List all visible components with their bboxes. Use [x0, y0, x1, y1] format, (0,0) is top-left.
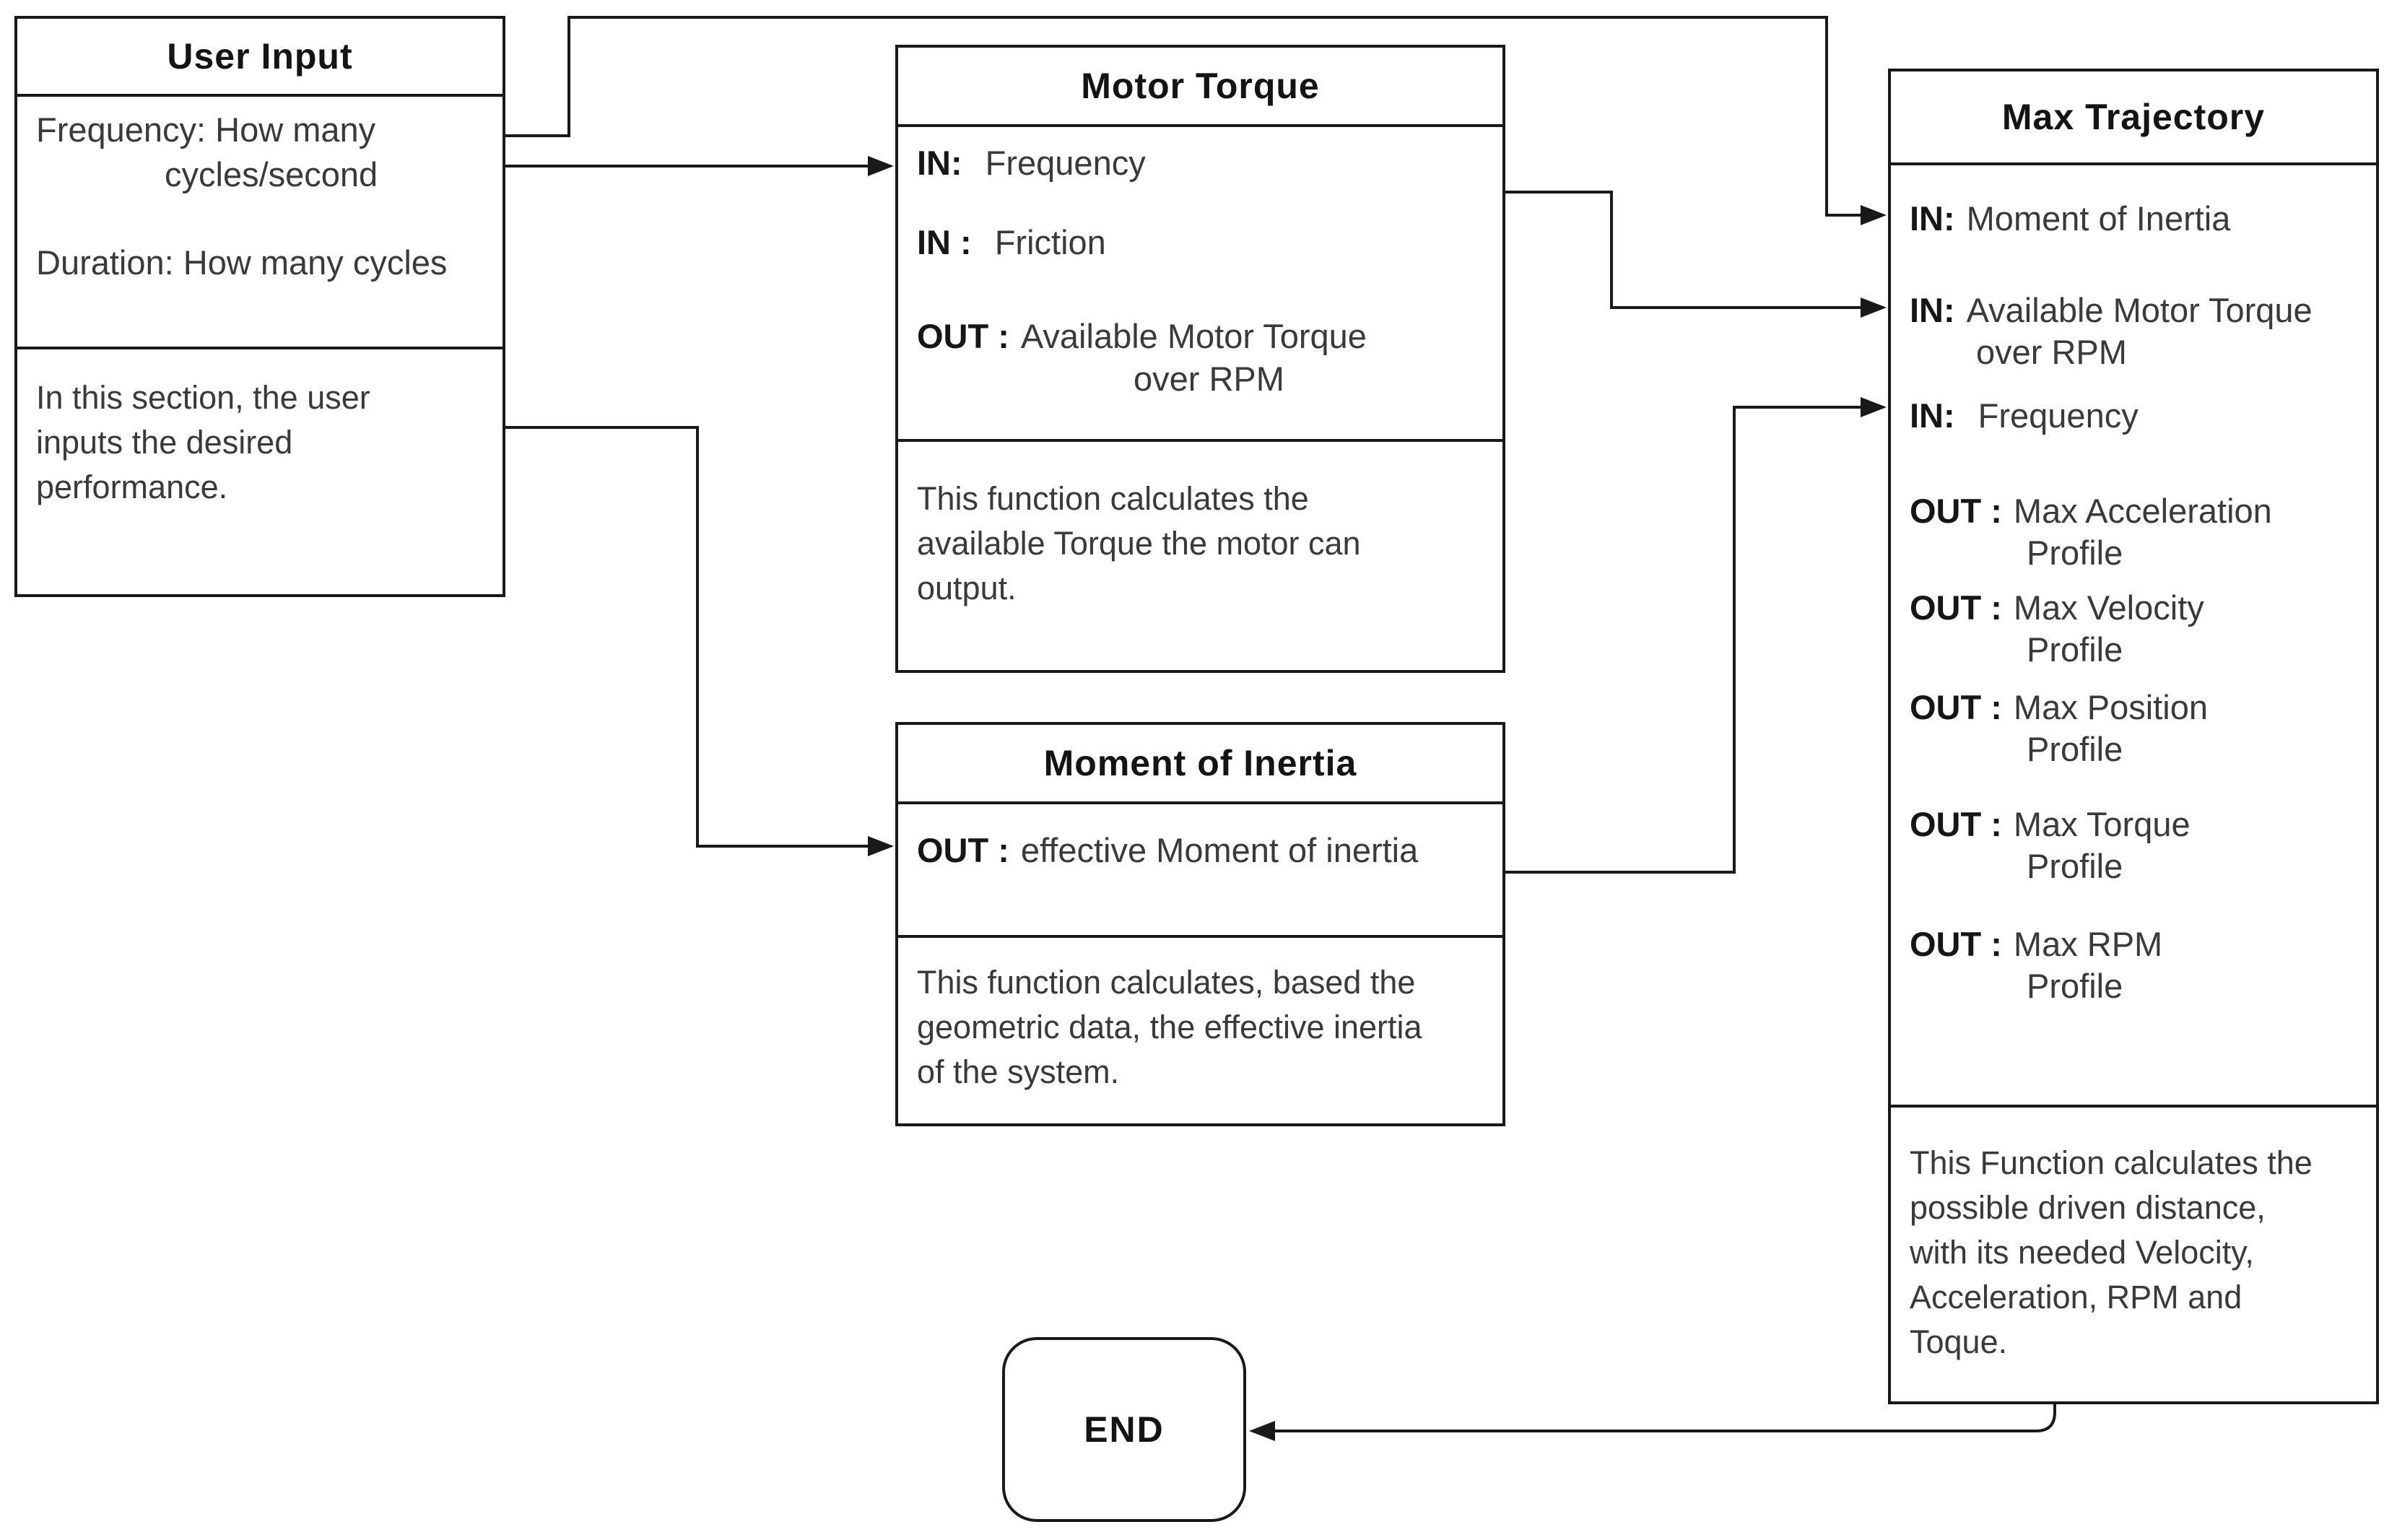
desc-line: This function calculates, based the: [917, 964, 1416, 1001]
io-row-wrap: Profile: [2027, 534, 2123, 572]
node-title: User Input: [167, 36, 353, 77]
compartment-divider: [17, 347, 503, 349]
io-row-wrap: Profile: [2027, 847, 2123, 885]
field-duration: [17, 243, 503, 282]
io-row-out-torque: [898, 316, 1502, 356]
io-row-out-max-torque: [1891, 804, 2376, 844]
field-frequency-wrap: cycles/second: [165, 155, 378, 193]
node-description: [898, 477, 1502, 611]
desc-line: of the system.: [917, 1053, 1120, 1090]
io-text: Friction: [994, 223, 1106, 261]
io-row-wrap: over RPM: [1976, 333, 2127, 371]
io-label: OUT :: [1910, 492, 2002, 530]
node-description: [1891, 1141, 2376, 1365]
io-text: Available Motor Torque: [1966, 291, 2313, 329]
node-moment-of-inertia: [895, 722, 1505, 1126]
desc-line: geometric data, the effective inertia: [917, 1009, 1422, 1045]
io-label: IN :: [917, 223, 972, 261]
compartment-divider: [898, 439, 1502, 442]
desc-line: Acceleration, RPM and: [1910, 1279, 2242, 1315]
io-text: Max Acceleration: [2013, 492, 2272, 530]
desc-line: available Torque the motor can: [917, 525, 1361, 562]
io-row-wrap: Profile: [2027, 967, 2123, 1005]
io-row-in-frequency: [898, 143, 1502, 183]
desc-line: In this section, the user: [36, 379, 370, 416]
io-label: OUT :: [1910, 925, 2002, 963]
node-description: [17, 375, 503, 510]
io-text: Max Position: [2013, 688, 2208, 726]
io-row-out-max-rpm: [1891, 924, 2376, 964]
io-text: Max RPM: [2013, 925, 2163, 963]
arrowhead-into-motor-torque: [868, 156, 894, 176]
compartment-divider: [898, 801, 1502, 804]
io-label: OUT :: [1910, 688, 2002, 726]
io-text: Moment of Inertia: [1966, 199, 2231, 238]
io-label: IN:: [917, 144, 962, 182]
io-label: IN:: [1910, 199, 1955, 238]
io-text: Frequency: [985, 144, 1146, 182]
field-frequency: [17, 110, 503, 149]
arrowhead-into-moment-of-inertia: [868, 836, 894, 856]
connector-moment-of-inertia-to-max-trajectory: [1505, 407, 1863, 872]
desc-line: with its needed Velocity,: [1910, 1234, 2254, 1271]
io-row-in-friction: [898, 222, 1502, 262]
io-label: OUT :: [1910, 805, 2002, 843]
io-row-out-max-acceleration: [1891, 491, 2376, 531]
io-label: OUT :: [917, 317, 1009, 355]
compartment-divider: [898, 935, 1502, 938]
node-max-trajectory: [1888, 69, 2379, 1404]
desc-line: This Function calculates the: [1910, 1144, 2313, 1181]
connector-max-trajectory-to-end: [1274, 1404, 2055, 1431]
connector-motor-torque-to-max-trajectory: [1505, 192, 1863, 308]
node-end: [1002, 1337, 1246, 1522]
connector-user-input-to-moment-of-inertia: [505, 427, 871, 846]
io-row-in-moment-of-inertia: [1891, 199, 2376, 238]
io-row-out-inertia: [898, 830, 1502, 870]
compartment-divider: [17, 94, 503, 97]
node-motor-torque: [895, 45, 1505, 673]
compartment-divider: [1891, 162, 2376, 165]
io-label: OUT :: [917, 831, 1009, 869]
node-title: Moment of Inertia: [1043, 743, 1357, 783]
io-row-out-max-velocity: [1891, 588, 2376, 627]
node-title: Max Trajectory: [2001, 97, 2266, 137]
io-label: IN:: [1910, 291, 1955, 329]
io-row-wrap: over RPM: [1134, 360, 1284, 398]
arrowhead-into-end: [1249, 1421, 1275, 1441]
io-row-wrap: Profile: [2027, 630, 2123, 669]
io-text: Available Motor Torque: [1020, 317, 1367, 355]
desc-line: performance.: [36, 469, 228, 505]
end-label: END: [1084, 1409, 1165, 1450]
desc-line: possible driven distance,: [1910, 1189, 2266, 1226]
io-label: IN:: [1910, 396, 1955, 435]
desc-line: output.: [917, 570, 1017, 606]
io-text: Frequency: [1978, 396, 2139, 435]
io-row-in-frequency: [1891, 396, 2376, 435]
io-row-out-max-position: [1891, 687, 2376, 727]
node-title: Motor Torque: [1081, 66, 1320, 106]
field-text: Frequency: How many: [36, 110, 376, 149]
field-text: Duration: How many cycles: [36, 243, 448, 282]
io-text: effective Moment of inertia: [1020, 831, 1419, 869]
io-row-in-available-torque: [1891, 290, 2376, 330]
desc-line: This function calculates the: [917, 480, 1309, 517]
desc-line: inputs the desired: [36, 424, 293, 461]
arrowhead-into-max-trajectory-row1: [1861, 205, 1887, 225]
arrowhead-into-max-trajectory-row3: [1861, 397, 1887, 417]
compartment-divider: [898, 124, 1502, 127]
io-row-wrap: Profile: [2027, 730, 2123, 768]
node-description: [898, 960, 1502, 1095]
io-text: Max Torque: [2013, 805, 2191, 843]
arrowhead-into-max-trajectory-row2: [1861, 297, 1887, 318]
desc-line: Toque.: [1910, 1323, 2008, 1360]
compartment-divider: [1891, 1105, 2376, 1108]
io-label: OUT :: [1910, 588, 2002, 627]
node-user-input: [14, 16, 505, 597]
io-text: Max Velocity: [2013, 588, 2204, 627]
